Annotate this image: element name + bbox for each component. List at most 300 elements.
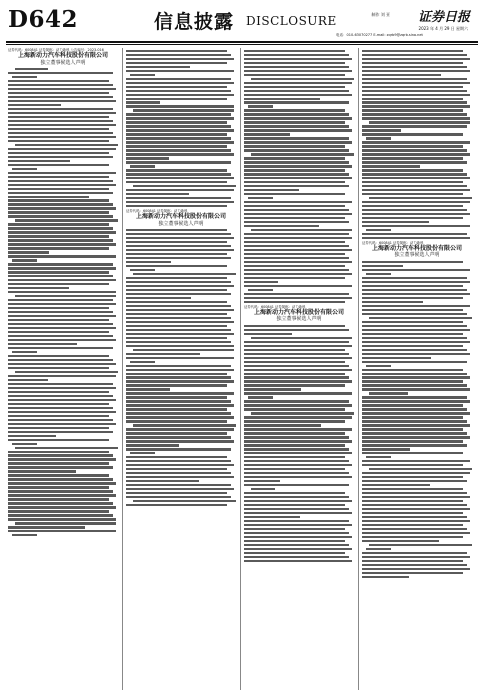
text-line xyxy=(362,90,467,92)
text-line xyxy=(126,293,231,295)
text-line xyxy=(244,161,349,163)
text-line xyxy=(126,313,227,315)
text-line xyxy=(15,295,116,297)
text-line xyxy=(244,169,345,171)
text-line xyxy=(244,508,349,510)
text-line xyxy=(244,392,352,394)
text-line xyxy=(8,399,116,401)
text-line xyxy=(126,432,227,434)
text-line xyxy=(126,54,231,56)
text-line xyxy=(8,116,109,118)
text-line xyxy=(362,464,463,466)
text-line xyxy=(8,235,109,237)
text-line xyxy=(244,70,352,72)
text-line xyxy=(126,141,234,143)
column-2 xyxy=(126,48,236,690)
text-line xyxy=(362,576,409,578)
text-line xyxy=(244,376,349,378)
text-line xyxy=(362,225,470,227)
announcement-block xyxy=(126,209,236,227)
text-line xyxy=(126,125,231,127)
text-line xyxy=(362,341,470,343)
text-line xyxy=(244,452,352,454)
text-line xyxy=(244,201,352,203)
text-line xyxy=(362,424,470,426)
text-line xyxy=(362,177,470,179)
text-line xyxy=(126,476,234,478)
text-line xyxy=(244,297,352,299)
text-line xyxy=(244,117,352,119)
text-line xyxy=(8,160,70,162)
text-line xyxy=(244,133,290,135)
text-line xyxy=(362,504,467,506)
text-line xyxy=(362,149,467,151)
text-line xyxy=(126,285,234,287)
text-line xyxy=(126,492,227,494)
text-line xyxy=(8,104,61,106)
text-line xyxy=(362,568,470,570)
text-line xyxy=(126,388,170,390)
text-line xyxy=(8,140,109,142)
text-line xyxy=(8,383,113,385)
text-line xyxy=(126,456,227,458)
announcement-block xyxy=(362,241,472,259)
text-line xyxy=(126,249,234,251)
text-line xyxy=(369,121,470,123)
text-line xyxy=(362,141,470,143)
text-line xyxy=(126,94,234,96)
text-line xyxy=(244,217,345,219)
text-line xyxy=(8,192,113,194)
text-line xyxy=(126,321,234,323)
text-line xyxy=(362,185,467,187)
text-line xyxy=(126,137,231,139)
text-line xyxy=(244,173,349,175)
text-line xyxy=(244,249,352,251)
text-line xyxy=(366,548,390,550)
text-line xyxy=(362,488,463,490)
text-line xyxy=(126,380,234,382)
text-line xyxy=(8,136,116,138)
text-line xyxy=(8,454,113,456)
text-line xyxy=(244,456,345,458)
text-line xyxy=(126,440,234,442)
body-text xyxy=(362,261,472,578)
text-line xyxy=(362,552,467,554)
text-line xyxy=(244,436,349,438)
text-line xyxy=(362,70,470,72)
text-line xyxy=(362,66,467,68)
text-line xyxy=(362,105,470,107)
text-line xyxy=(244,233,349,235)
text-line xyxy=(251,488,275,490)
text-line xyxy=(133,185,236,187)
text-line xyxy=(126,297,191,299)
text-line xyxy=(126,265,227,267)
text-line xyxy=(126,173,231,175)
text-line xyxy=(12,168,36,170)
text-line xyxy=(133,349,234,351)
text-line xyxy=(126,496,231,498)
text-line xyxy=(126,233,231,235)
text-line xyxy=(126,444,179,446)
text-line xyxy=(244,293,349,295)
text-line xyxy=(244,125,349,127)
text-line xyxy=(244,532,349,534)
text-line xyxy=(244,58,352,60)
text-line xyxy=(362,560,463,562)
editor-line: 制作 刘 亚 xyxy=(371,12,390,17)
text-line xyxy=(126,197,231,199)
text-line xyxy=(362,109,463,111)
text-line xyxy=(126,277,227,279)
text-line xyxy=(244,424,321,426)
text-line xyxy=(362,129,401,131)
text-line xyxy=(362,564,467,566)
text-line xyxy=(362,516,467,518)
text-line xyxy=(8,427,109,429)
text-line xyxy=(126,373,227,375)
text-line xyxy=(8,494,116,496)
text-line xyxy=(244,536,352,538)
text-line xyxy=(362,173,467,175)
text-line xyxy=(126,341,231,343)
body-text xyxy=(362,50,472,240)
text-line xyxy=(126,117,234,119)
text-line xyxy=(126,488,234,490)
text-line xyxy=(15,144,118,146)
text-line xyxy=(244,448,349,450)
text-line xyxy=(244,109,345,111)
text-line xyxy=(244,137,349,139)
text-line xyxy=(244,193,345,195)
announcement-company: 上海新动力汽车科技股份有限公司 xyxy=(371,244,462,252)
text-line xyxy=(362,62,463,64)
text-line xyxy=(362,113,467,115)
text-line xyxy=(8,207,116,209)
text-line xyxy=(244,544,349,546)
text-line xyxy=(244,468,345,470)
text-line xyxy=(8,275,113,277)
text-line xyxy=(366,365,390,367)
text-line xyxy=(362,221,429,223)
text-line xyxy=(362,572,463,574)
text-line xyxy=(8,92,109,94)
text-line xyxy=(126,404,234,406)
text-line xyxy=(8,84,113,86)
text-line xyxy=(8,80,109,82)
text-line xyxy=(8,343,77,345)
text-line xyxy=(369,544,472,546)
text-line xyxy=(126,257,231,259)
text-line xyxy=(126,301,227,303)
section-title-en: DISCLOSURE xyxy=(246,14,337,28)
text-line xyxy=(126,317,231,319)
text-line xyxy=(244,50,345,52)
text-line xyxy=(362,125,467,127)
text-line xyxy=(126,193,189,195)
announcement-block xyxy=(8,48,118,66)
text-line xyxy=(251,153,354,155)
text-line xyxy=(8,510,109,512)
text-line xyxy=(362,209,467,211)
text-line xyxy=(8,315,116,317)
text-line xyxy=(362,54,467,56)
body-text xyxy=(126,50,236,208)
text-line xyxy=(133,424,236,426)
text-line xyxy=(244,329,349,331)
header-rule-thin xyxy=(6,44,478,45)
security-code-line: 证券代码：600841 证券简称：动力新科 公告编号：2023-016 xyxy=(8,48,104,52)
column-divider xyxy=(240,48,241,690)
text-line xyxy=(362,101,467,103)
text-line xyxy=(244,528,345,530)
text-line xyxy=(126,384,227,386)
text-line xyxy=(362,145,463,147)
text-line xyxy=(362,452,463,454)
text-line xyxy=(362,74,441,76)
text-line xyxy=(8,247,109,249)
text-line xyxy=(244,333,292,335)
announcement-title: 独立董事候选人声明 xyxy=(158,220,204,227)
text-line xyxy=(244,504,345,506)
text-line xyxy=(244,349,345,351)
body-text xyxy=(244,325,354,562)
text-line xyxy=(8,164,109,166)
text-line xyxy=(126,237,234,239)
text-line xyxy=(126,205,227,207)
text-line xyxy=(126,78,231,80)
text-line xyxy=(362,153,470,155)
text-line xyxy=(244,408,345,410)
text-line xyxy=(362,472,470,474)
issue-date: 2023 年 4 月 29 日 星期六 xyxy=(418,26,468,31)
text-line xyxy=(362,237,470,239)
text-line xyxy=(8,267,116,269)
text-line xyxy=(126,149,231,151)
text-line xyxy=(369,317,472,319)
security-code-line: 证券代码：600841 证券简称：动力新科 xyxy=(362,240,424,245)
text-line xyxy=(244,98,320,100)
text-line xyxy=(126,480,199,482)
text-line xyxy=(126,504,227,506)
text-line xyxy=(126,464,234,466)
text-line xyxy=(362,305,470,307)
newspaper-logo: 证券日报 xyxy=(417,10,470,25)
text-line xyxy=(8,514,113,516)
text-line xyxy=(362,440,463,442)
text-line xyxy=(244,94,352,96)
text-line xyxy=(126,229,227,231)
text-line xyxy=(362,165,420,167)
text-line xyxy=(8,466,113,468)
text-line xyxy=(126,333,234,335)
text-line xyxy=(126,309,234,311)
text-line xyxy=(251,337,352,339)
text-line xyxy=(362,524,463,526)
text-line xyxy=(244,345,352,347)
column-1 xyxy=(8,48,118,690)
text-line xyxy=(8,407,113,409)
text-line xyxy=(126,396,227,398)
announcement-block xyxy=(244,305,354,323)
text-line xyxy=(8,498,109,500)
text-line xyxy=(126,412,231,414)
text-line xyxy=(126,70,234,72)
text-line xyxy=(8,470,76,472)
text-line xyxy=(8,291,116,293)
text-line xyxy=(362,189,470,191)
text-line xyxy=(8,132,113,134)
text-line xyxy=(8,462,109,464)
column-3 xyxy=(244,48,354,690)
text-line xyxy=(126,82,234,84)
text-line xyxy=(244,149,349,151)
text-line xyxy=(244,205,345,207)
text-line xyxy=(126,133,227,135)
text-line xyxy=(126,241,227,243)
text-line xyxy=(244,265,345,267)
text-line xyxy=(8,506,116,508)
text-line xyxy=(362,309,463,311)
text-line xyxy=(244,432,345,434)
text-line xyxy=(362,217,463,219)
text-line xyxy=(8,331,109,333)
text-line xyxy=(126,468,227,470)
text-line xyxy=(8,435,56,437)
text-line xyxy=(362,380,463,382)
text-line xyxy=(8,176,109,178)
text-line xyxy=(8,451,109,453)
text-line xyxy=(362,528,467,530)
text-line xyxy=(366,456,390,458)
text-line xyxy=(8,287,69,289)
text-line xyxy=(126,337,227,339)
text-line xyxy=(362,321,463,323)
text-line xyxy=(362,384,467,386)
text-line xyxy=(126,66,190,68)
text-line xyxy=(244,552,345,554)
text-line xyxy=(126,101,160,103)
text-line xyxy=(130,361,154,363)
text-line xyxy=(126,90,231,92)
text-line xyxy=(8,255,116,257)
announcement-company: 上海新动力汽车科技股份有限公司 xyxy=(135,213,226,221)
text-line xyxy=(244,373,345,375)
text-line xyxy=(8,72,113,74)
text-line xyxy=(244,476,352,478)
column-divider xyxy=(358,48,359,690)
body-text xyxy=(8,68,118,536)
text-line xyxy=(362,540,439,542)
text-line xyxy=(8,327,116,329)
text-line xyxy=(244,388,301,390)
text-line xyxy=(362,285,463,287)
text-line xyxy=(8,156,113,158)
security-code-line: 证券代码：600841 证券简称：动力新科 xyxy=(244,304,306,309)
text-line xyxy=(244,145,345,147)
text-line xyxy=(8,458,116,460)
text-line xyxy=(8,223,109,225)
text-line xyxy=(251,412,354,414)
masthead xyxy=(6,4,478,42)
text-line xyxy=(126,329,231,331)
text-line xyxy=(126,408,227,410)
text-line xyxy=(8,211,109,213)
text-line xyxy=(8,203,113,205)
text-line xyxy=(126,189,234,191)
text-line xyxy=(244,62,345,64)
body-text xyxy=(244,50,354,303)
text-line xyxy=(126,392,234,394)
text-line xyxy=(8,120,113,122)
text-line xyxy=(126,161,231,163)
text-line xyxy=(362,94,470,96)
text-line xyxy=(8,526,85,528)
header-rule-thick xyxy=(6,41,478,43)
text-line xyxy=(244,181,345,183)
text-line xyxy=(244,484,349,486)
text-line xyxy=(362,269,470,271)
text-line xyxy=(362,388,470,390)
text-line xyxy=(8,478,113,480)
text-line xyxy=(362,289,467,291)
text-line xyxy=(362,161,467,163)
text-line xyxy=(8,391,109,393)
text-line xyxy=(244,384,345,386)
text-line xyxy=(126,448,231,450)
text-line xyxy=(362,329,470,331)
text-line xyxy=(362,412,470,414)
text-line xyxy=(362,420,467,422)
announcement-title: 独立董事候选人声明 xyxy=(40,59,86,66)
text-line xyxy=(362,98,463,100)
text-line xyxy=(362,532,470,534)
text-line xyxy=(248,396,272,398)
text-line xyxy=(362,157,463,159)
text-line xyxy=(244,177,352,179)
text-line xyxy=(126,353,200,355)
text-line xyxy=(366,137,390,139)
text-line xyxy=(126,177,234,179)
text-line xyxy=(126,58,234,60)
text-line xyxy=(126,472,231,474)
text-line xyxy=(244,404,352,406)
text-line xyxy=(244,209,349,211)
text-line xyxy=(8,311,113,313)
text-line xyxy=(362,373,467,375)
text-line xyxy=(244,54,349,56)
text-line xyxy=(244,365,349,367)
text-line xyxy=(8,231,116,233)
text-line xyxy=(244,221,349,223)
text-line xyxy=(8,403,109,405)
text-line xyxy=(8,439,109,441)
text-line xyxy=(244,121,345,123)
text-line xyxy=(362,369,463,371)
text-line xyxy=(362,58,470,60)
text-line xyxy=(244,380,352,382)
text-line xyxy=(8,148,116,150)
text-line xyxy=(15,371,118,373)
text-line xyxy=(244,556,349,558)
text-line xyxy=(8,339,116,341)
text-line xyxy=(244,416,352,418)
text-line xyxy=(244,261,352,263)
text-line xyxy=(244,90,349,92)
text-line xyxy=(244,66,349,68)
column-divider xyxy=(122,48,123,690)
